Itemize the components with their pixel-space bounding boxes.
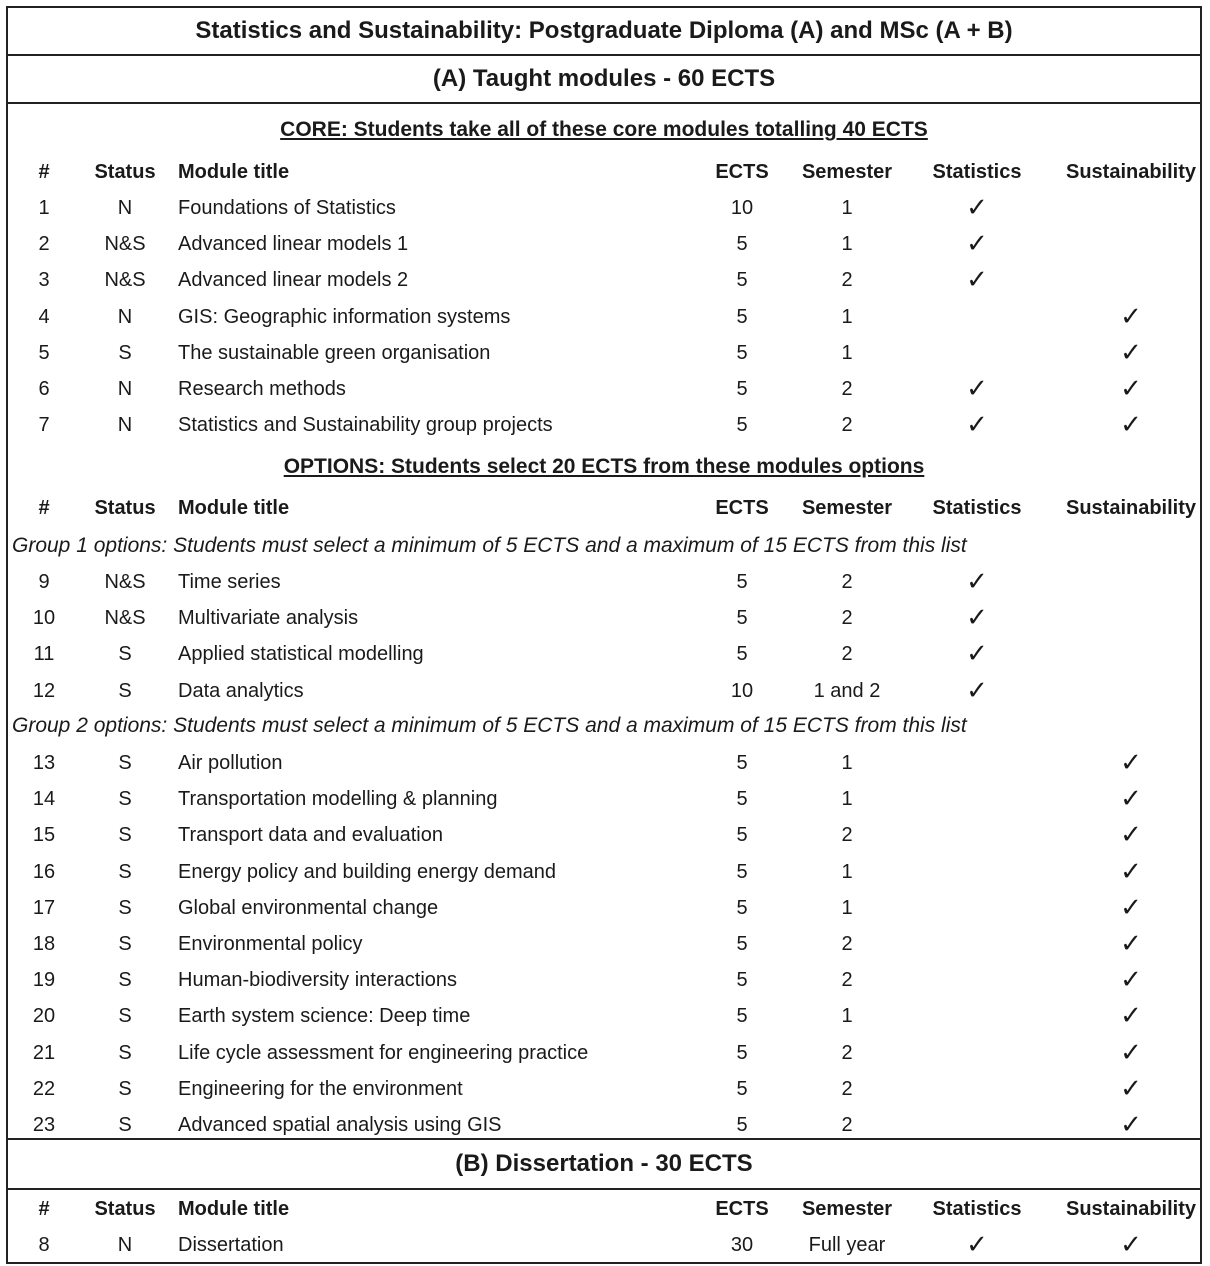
sustainability-check-icon: ✓ (1120, 820, 1142, 851)
sustainability-check-icon: ✓ (1120, 1230, 1142, 1260)
statistics-check-icon: ✓ (966, 374, 988, 404)
column-header-statistics: Statistics (932, 497, 1022, 519)
module-number: 18 (32, 933, 56, 955)
sustainability-check-icon: ✓ (1120, 784, 1142, 815)
sustainability-check-icon: ✓ (1120, 748, 1142, 778)
module-number: 8 (38, 1234, 50, 1256)
module-semester: 2 (841, 414, 853, 437)
module-row (8, 636, 1200, 672)
module-status: N (117, 378, 133, 400)
sustainability-check-icon: ✓ (1120, 929, 1142, 959)
module-row (8, 564, 1200, 600)
module-ects: 5 (736, 607, 748, 630)
module-row (8, 371, 1200, 407)
module-semester: 1 (841, 752, 853, 774)
module-ects: 5 (736, 1041, 748, 1064)
module-ects: 5 (736, 933, 748, 955)
column-header-num: # (38, 161, 50, 183)
module-semester: 2 (841, 378, 853, 400)
column-header-row (8, 154, 1200, 190)
column-header-row (8, 490, 1200, 526)
section-a-title: (A) Taught modules - 60 ECTS (8, 56, 1200, 104)
column-header-statistics: Statistics (932, 1198, 1022, 1220)
column-header-title: Module title (178, 1198, 290, 1220)
statistics-check-icon: ✓ (966, 639, 988, 670)
core-heading: CORE: Students take all of these core modules totalling 40 ECTS (280, 118, 928, 141)
module-title: GIS: Geographic information systems (178, 305, 511, 328)
statistics-check-icon: ✓ (966, 265, 988, 296)
column-header-status: Status (94, 497, 156, 519)
module-title: Foundations of Statistics (178, 197, 396, 219)
sustainability-check-icon: ✓ (1120, 1001, 1142, 1032)
module-title: Data analytics (178, 679, 304, 702)
module-status: S (118, 824, 132, 847)
statistics-check-icon: ✓ (966, 567, 988, 597)
module-row (8, 190, 1200, 226)
module-semester: 2 (841, 607, 853, 630)
sustainability-check-icon: ✓ (1120, 410, 1142, 441)
module-ects: 5 (736, 305, 748, 328)
statistics-check-icon: ✓ (966, 603, 988, 634)
module-title: Air pollution (178, 752, 283, 774)
module-number: 23 (32, 1114, 56, 1136)
module-semester: 1 and 2 (813, 679, 881, 702)
module-semester: 1 (841, 860, 853, 883)
column-header-sustainability: Sustainability (1065, 161, 1197, 183)
module-status: N&S (104, 571, 146, 593)
module-status: N (117, 414, 133, 437)
module-ects: 5 (736, 233, 748, 256)
module-number: 3 (38, 269, 50, 292)
module-status: S (118, 1041, 132, 1064)
module-status: N (117, 1234, 133, 1256)
module-status: N&S (104, 269, 146, 292)
module-title: Transport data and evaluation (178, 824, 443, 847)
module-row (8, 926, 1200, 962)
module-title: Multivariate analysis (178, 607, 359, 630)
module-title: Human-biodiversity interactions (178, 969, 458, 992)
module-row (8, 817, 1200, 853)
module-status: N&S (104, 607, 146, 630)
module-status: S (118, 643, 132, 666)
module-number: 5 (38, 341, 50, 364)
section-b-title: (B) Dissertation - 30 ECTS (8, 1138, 1200, 1190)
module-row (8, 335, 1200, 371)
sustainability-check-icon: ✓ (1120, 301, 1142, 332)
module-title: Applied statistical modelling (178, 643, 424, 666)
group2-label: Group 2 options: Students must select a minimum of 5 ECTS and a maximum of 15 ECTS from this list (12, 714, 967, 737)
module-number: 9 (38, 571, 50, 593)
module-row (8, 262, 1200, 298)
column-header-ects: ECTS (715, 161, 769, 183)
module-row (8, 962, 1200, 998)
module-title: Global environmental change (178, 896, 439, 919)
module-status: S (118, 896, 132, 919)
module-number: 2 (38, 233, 50, 256)
column-header-sustainability: Sustainability (1065, 497, 1197, 519)
module-number: 6 (38, 378, 50, 400)
module-number: 20 (32, 1005, 56, 1028)
module-status: S (118, 933, 132, 955)
programme-table (6, 6, 1202, 1264)
module-semester: 1 (841, 341, 853, 364)
sustainability-check-icon: ✓ (1120, 1037, 1142, 1068)
module-ects: 5 (736, 752, 748, 774)
module-title: Environmental policy (178, 933, 363, 955)
options-heading: OPTIONS: Students select 20 ECTS from these modules options (283, 455, 925, 478)
module-number: 4 (38, 305, 50, 328)
module-row (8, 600, 1200, 636)
module-ects: 5 (736, 788, 748, 811)
module-status: S (118, 1077, 132, 1100)
sustainability-check-icon: ✓ (1120, 337, 1142, 368)
module-number: 13 (32, 752, 56, 774)
sustainability-check-icon: ✓ (1120, 965, 1142, 996)
module-ects: 10 (730, 197, 754, 219)
module-title: Energy policy and building energy demand (178, 860, 557, 883)
statistics-check-icon: ✓ (966, 229, 988, 260)
sustainability-check-icon: ✓ (1120, 892, 1142, 923)
sustainability-check-icon: ✓ (1120, 1110, 1142, 1140)
module-semester: Full year (808, 1234, 886, 1256)
statistics-check-icon: ✓ (966, 1230, 988, 1260)
column-header-status: Status (94, 161, 156, 183)
module-title: Engineering for the environment (178, 1077, 463, 1100)
page-title: Statistics and Sustainability: Postgraduate Diploma (A) and MSc (A + B) (8, 8, 1200, 56)
module-number: 14 (32, 788, 56, 811)
module-status: S (118, 860, 132, 883)
module-row (8, 781, 1200, 817)
statistics-check-icon: ✓ (966, 675, 988, 706)
group1-label: Group 1 options: Students must select a minimum of 5 ECTS and a maximum of 15 ECTS from this list (12, 534, 967, 557)
module-ects: 5 (736, 824, 748, 847)
module-semester: 2 (841, 933, 853, 955)
module-number: 15 (32, 824, 56, 847)
module-semester: 2 (841, 1077, 853, 1100)
module-ects: 5 (736, 414, 748, 437)
module-number: 11 (33, 643, 55, 666)
module-number: 1 (38, 197, 50, 219)
module-ects: 5 (736, 1077, 748, 1100)
sustainability-check-icon: ✓ (1120, 374, 1142, 404)
column-header-ects: ECTS (715, 1198, 769, 1220)
module-status: S (118, 752, 132, 774)
module-row (8, 226, 1200, 262)
module-title: Time series (178, 571, 281, 593)
column-header-statistics: Statistics (932, 161, 1022, 183)
column-header-num: # (38, 1198, 50, 1220)
module-semester: 2 (841, 969, 853, 992)
column-header-status: Status (94, 1198, 156, 1220)
module-ects: 5 (736, 969, 748, 992)
module-semester: 1 (841, 233, 853, 256)
module-ects: 5 (736, 860, 748, 883)
module-semester: 2 (841, 269, 853, 292)
module-ects: 10 (730, 679, 754, 702)
module-title: Advanced linear models 2 (178, 269, 409, 292)
module-number: 10 (32, 607, 56, 630)
module-row (8, 890, 1200, 926)
module-title: Advanced spatial analysis using GIS (178, 1114, 502, 1136)
module-semester: 2 (841, 824, 853, 847)
module-ects: 30 (730, 1234, 754, 1256)
module-status: S (118, 1005, 132, 1028)
module-row (8, 854, 1200, 890)
column-header-title: Module title (178, 161, 290, 183)
module-title: Advanced linear models 1 (178, 233, 409, 256)
module-title: Research methods (178, 378, 346, 400)
column-header-sustainability: Sustainability (1065, 1198, 1197, 1220)
module-semester: 1 (841, 197, 853, 219)
module-semester: 1 (841, 305, 853, 328)
module-title: Earth system science: Deep time (178, 1005, 471, 1028)
column-header-semester: Semester (801, 1198, 893, 1220)
module-ects: 5 (736, 269, 748, 292)
module-ects: 5 (736, 378, 748, 400)
module-semester: 2 (841, 1114, 853, 1136)
module-status: N (117, 305, 133, 328)
module-title: Statistics and Sustainability group projects (178, 414, 553, 437)
module-status: N&S (104, 233, 146, 256)
module-semester: 1 (841, 1005, 853, 1028)
module-ects: 5 (736, 1005, 748, 1028)
column-header-num: # (38, 497, 50, 519)
module-semester: 1 (841, 896, 853, 919)
module-status: S (118, 1114, 132, 1136)
module-title: Life cycle assessment for engineering practice (178, 1041, 589, 1064)
statistics-check-icon: ✓ (966, 193, 988, 223)
module-title: Dissertation (178, 1234, 284, 1256)
module-number: 19 (32, 969, 56, 992)
module-row (8, 745, 1200, 781)
module-row (8, 407, 1200, 443)
module-status: S (118, 788, 132, 811)
module-ects: 5 (736, 341, 748, 364)
column-header-ects: ECTS (715, 497, 769, 519)
module-row (8, 1035, 1200, 1071)
column-header-title: Module title (178, 497, 290, 519)
column-header-semester: Semester (801, 161, 893, 183)
module-semester: 1 (841, 788, 853, 811)
module-row (8, 299, 1200, 335)
module-number: 17 (32, 896, 56, 919)
module-semester: 2 (841, 1041, 853, 1064)
module-ects: 5 (736, 643, 748, 666)
module-number: 16 (32, 860, 56, 883)
module-row (8, 1071, 1200, 1107)
module-status: S (118, 341, 132, 364)
module-title: The sustainable green organisation (178, 341, 491, 364)
module-number: 22 (32, 1077, 56, 1100)
module-row (8, 1227, 1200, 1263)
column-header-row (8, 1191, 1200, 1227)
statistics-check-icon: ✓ (966, 410, 988, 441)
sustainability-check-icon: ✓ (1120, 856, 1142, 887)
module-ects: 5 (736, 571, 748, 593)
module-status: S (118, 679, 132, 702)
module-row (8, 998, 1200, 1034)
column-header-semester: Semester (801, 497, 893, 519)
module-status: S (118, 969, 132, 992)
module-status: N (117, 197, 133, 219)
module-semester: 2 (841, 571, 853, 593)
module-number: 7 (38, 414, 50, 437)
module-title: Transportation modelling & planning (178, 788, 498, 811)
module-number: 12 (32, 679, 56, 702)
sustainability-check-icon: ✓ (1120, 1073, 1142, 1104)
module-semester: 2 (841, 643, 853, 666)
module-number: 21 (32, 1041, 56, 1064)
module-ects: 5 (736, 896, 748, 919)
module-row (8, 673, 1200, 709)
module-ects: 5 (736, 1114, 748, 1136)
